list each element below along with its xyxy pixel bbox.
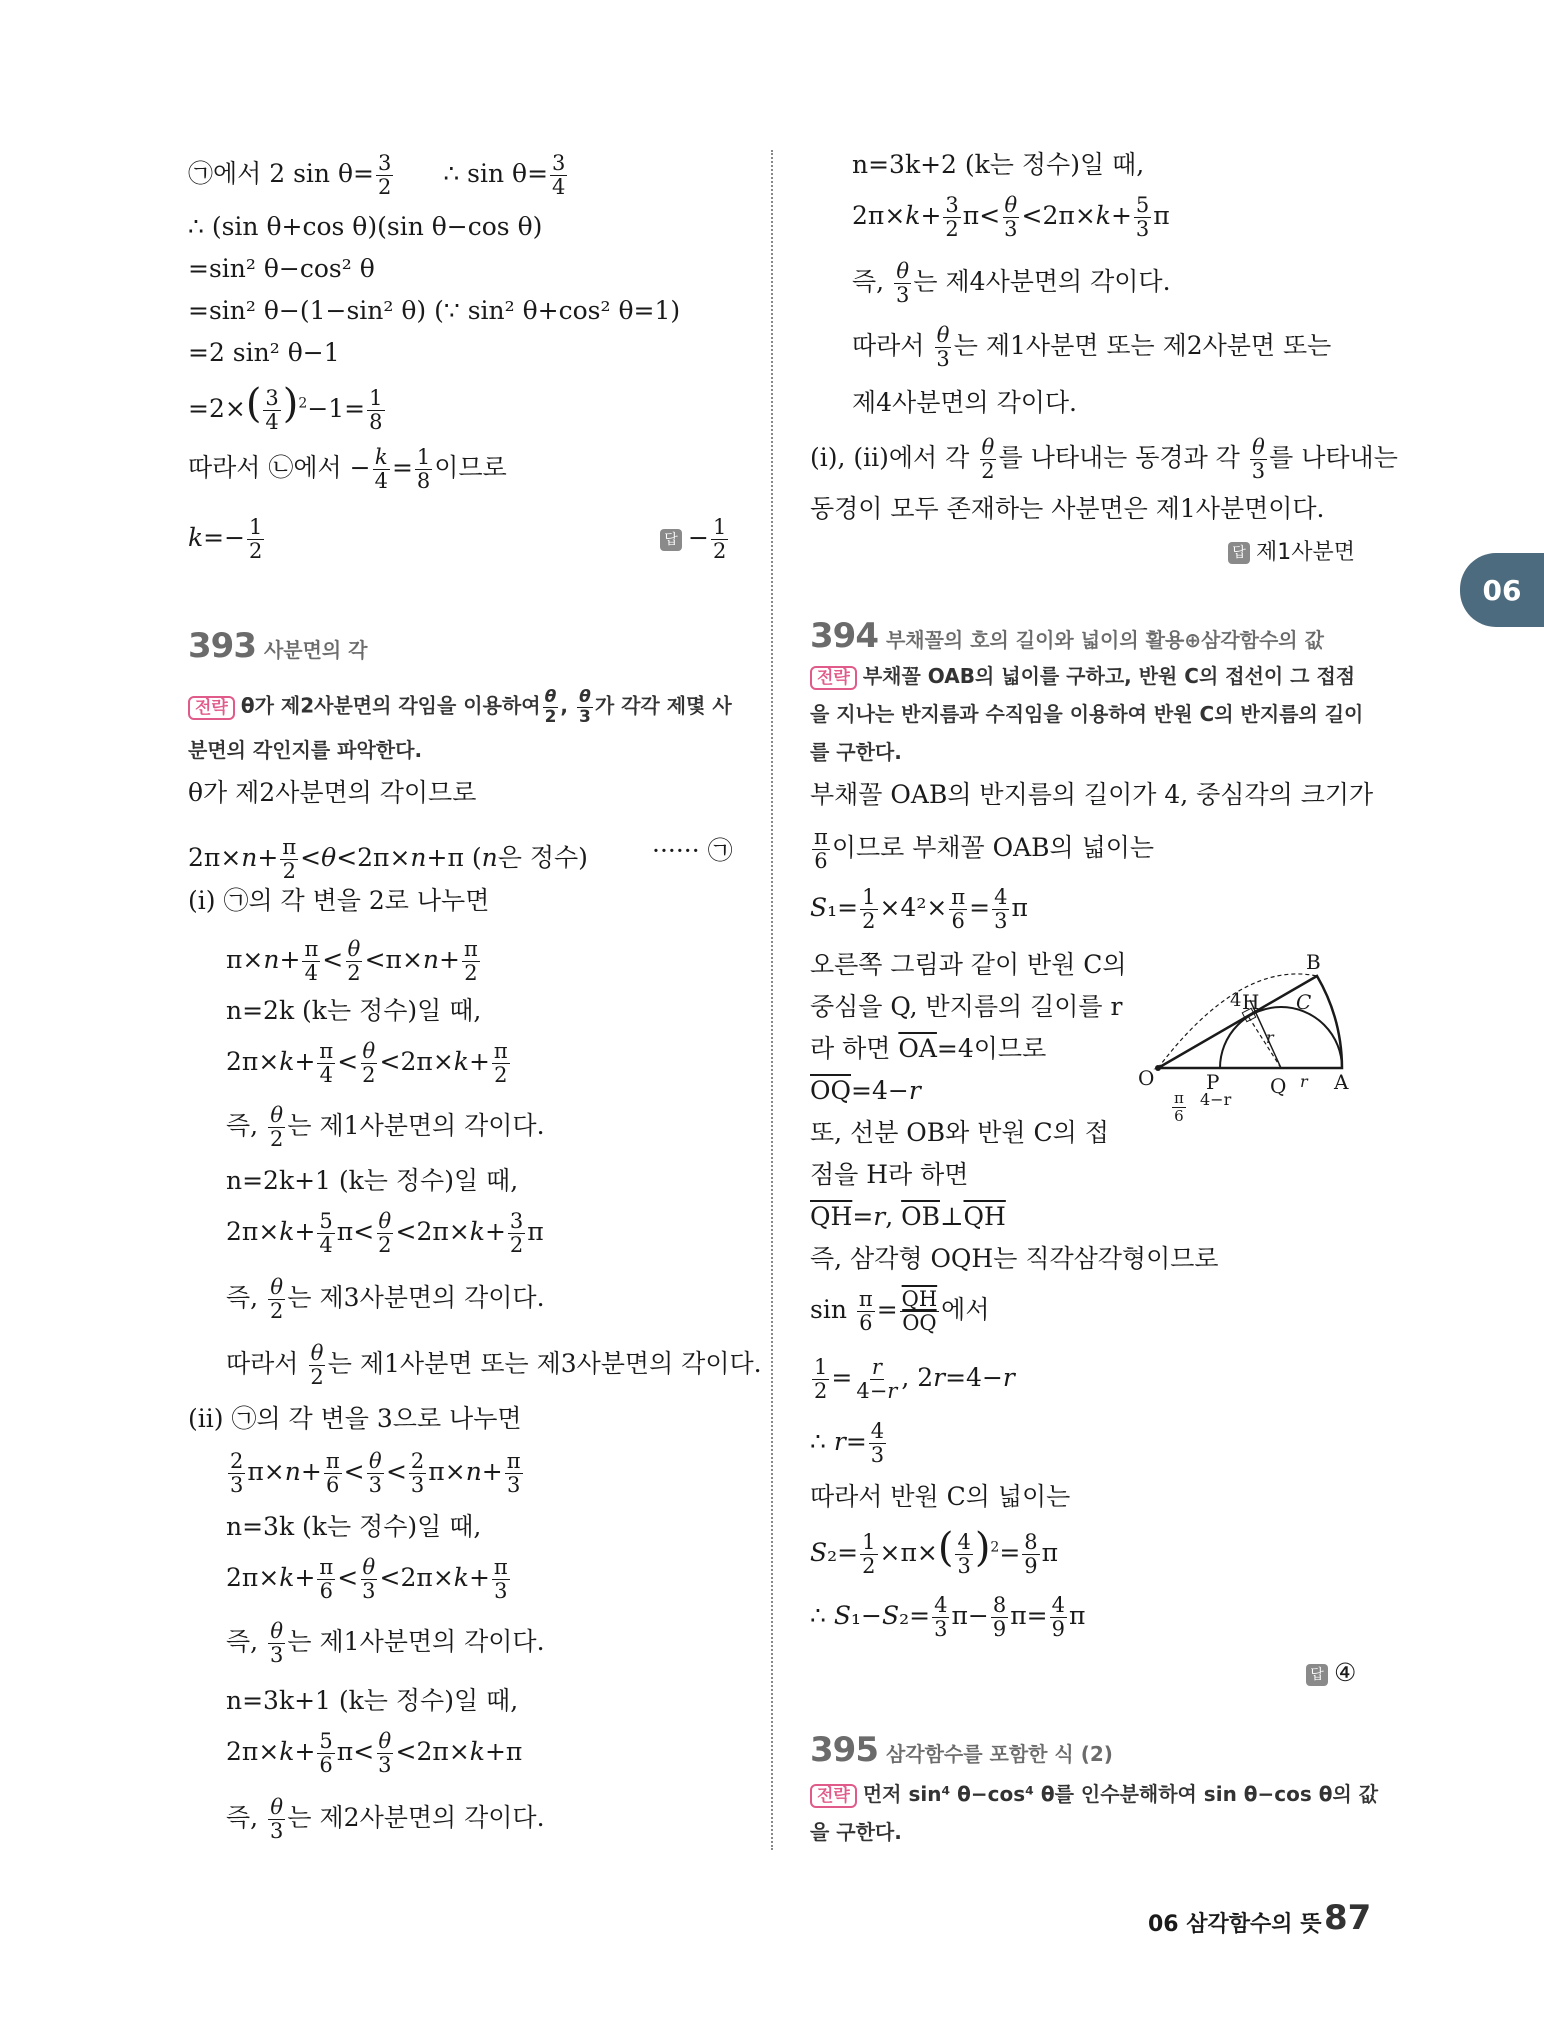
problem-395-header — [810, 1730, 1113, 1771]
line-r5: 제4사분면의 각이다. — [852, 388, 1077, 417]
strategy-badge: 전략 — [810, 666, 857, 690]
sector-diagram — [1120, 940, 1360, 1110]
text: ∴ sin θ= — [443, 159, 549, 189]
column-divider — [771, 150, 773, 1850]
line-c15: 따라서 반원 C의 넓이는 — [810, 1482, 1071, 1511]
line-b14: n=3k (k는 정수)일 때, — [226, 1512, 482, 1541]
answer-394 — [1306, 1658, 1356, 1688]
problem-393-header — [188, 626, 368, 667]
strategy-394-b: 을 지나는 반지름과 수직임을 이용하여 반원 C의 반지름의 길이 — [810, 702, 1364, 726]
line-b7: 즉, $\frac{\theta}{2}$ 는 제1사분면의 각이다. — [226, 1103, 545, 1152]
problem-number: 394 — [810, 616, 878, 656]
problem-title: 사분면의 각 — [263, 638, 368, 662]
line-b13: $\frac{2}{3}$ π×n+ $\frac{\pi}{6}$ < $\frac{\theta}{3}$ < $\frac{2}{3}$ π×n+ $\frac{\pi}{3}$ — [230, 1449, 521, 1498]
text: 제1사분면 — [1256, 540, 1356, 565]
line-3: =sin² θ−cos² θ — [188, 254, 375, 283]
chapter-tab: 06 — [1460, 553, 1544, 627]
fig-label-P: P — [1206, 1070, 1220, 1094]
line-r4: 따라서 $\frac{\theta}{3}$ 는 제1사분면 또는 제2사분면 또는 — [852, 323, 1332, 372]
strategy-badge: 전략 — [810, 1784, 857, 1808]
text: ㉠에서 2 sin θ= — [188, 159, 374, 189]
line-b19: 즉, $\frac{\theta}{3}$ 는 제2사분면의 각이다. — [226, 1795, 545, 1844]
answer-icon: 답 — [1228, 542, 1250, 564]
fig-label-4-minus-r: 4−r — [1200, 1090, 1232, 1109]
line-b3: (i) ㉠의 각 변을 2로 나누면 — [188, 886, 490, 915]
fig-label-A: A — [1334, 1070, 1349, 1094]
text: θ가 제2사분면의 각임을 이용하여 — [240, 693, 541, 718]
text: − — [688, 523, 709, 553]
angle-num: π — [1174, 1089, 1184, 1107]
line-2: ∴ (sin θ+cos θ)(sin θ−cos θ) — [188, 212, 543, 241]
fig-label-r: r — [1266, 1028, 1274, 1047]
line-b11: 따라서 $\frac{\theta}{2}$ 는 제1사분면 또는 제3사분면의 각이다. — [226, 1341, 762, 1390]
line-b1: θ가 제2사분면의 각이므로 — [188, 778, 477, 807]
line-b2: 2π×n+ $\frac{\pi}{2}$ <θ<2π×n+π (n은 정수) — [188, 835, 588, 884]
angle-den: 6 — [1174, 1106, 1184, 1125]
problem-number: 395 — [810, 1730, 878, 1770]
line-b15: 2π×k+ $\frac{\pi}{6}$ < $\frac{\theta}{3}$ <2π×k+ $\frac{\pi}{3}$ — [226, 1555, 508, 1604]
answer-icon: 답 — [1306, 1664, 1328, 1686]
line-r6: (i), (ii)에서 각 $\frac{\theta}{2}$ 를 나타내는 동경과 각 $\frac{\theta}{3}$ 를 나타내는 — [810, 435, 1398, 484]
line-c6: 라 하면 $\overline{OA}=4$이므로 — [810, 1034, 1047, 1063]
fig-label-Q: Q — [1270, 1074, 1287, 1098]
text: 이므로 — [434, 453, 507, 483]
line-b4: π×n+ $\frac{\pi}{4}$ < $\frac{\theta}{2}$ <π×n+ $\frac{\pi}{2}$ — [226, 937, 478, 986]
answer-icon: 답 — [660, 529, 682, 551]
line-c9: 점을 H라 하면 — [810, 1160, 969, 1189]
line-5: =2 sin² θ−1 — [188, 338, 340, 367]
line-c11: 즉, 삼각형 OQH는 직각삼각형이므로 — [810, 1244, 1219, 1273]
text: =2× — [188, 394, 246, 423]
line-1 — [188, 152, 569, 199]
line-b16: 즉, $\frac{\theta}{3}$ 는 제1사분면의 각이다. — [226, 1619, 545, 1668]
strategy-394-c: 를 구한다. — [810, 740, 902, 764]
line-c10: $\overline{QH}=r$, $\overline{OB}\perp\overline{QH}$ — [810, 1202, 1006, 1231]
line-b17: n=3k+1 (k는 정수)일 때, — [226, 1686, 519, 1715]
strategy-395-b: 을 구한다. — [810, 1820, 902, 1844]
text: 따라서 ㉡에서 − — [188, 453, 371, 483]
line-c16: S₂= $\frac{1}{2}$ ×π×( $\frac{4}{3}$ )$^2$= $\frac{8}{9}$ π — [810, 1525, 1059, 1578]
fig-label-H: H — [1242, 990, 1260, 1014]
line-c12: sin $\frac{\pi}{6}$ = $\frac{\overline{QH}}{OQ}$ 에서 — [810, 1287, 990, 1336]
line-b8: n=2k+1 (k는 정수)일 때, — [226, 1166, 519, 1195]
line-7: 따라서 ㉡에서 − $\frac{k}{4}$ = $\frac{1}{8}$ 이므로 — [188, 445, 507, 494]
fig-label-r2: r — [1300, 1072, 1308, 1091]
problem-title: 삼각함수를 포함한 식 (2) — [885, 1742, 1113, 1766]
page-number: 87 — [1324, 1898, 1372, 1938]
line-c14: ∴ r= $\frac{4}{3}$ — [810, 1419, 885, 1468]
strategy-394 — [810, 664, 1355, 690]
strategy-393: 전략 θ가 제2사분면의 각임을 이용하여 $\frac{\theta}{2}$ , $\frac{\theta}{3}$ 가 각각 제몇 사 — [188, 688, 732, 726]
line-b18: 2π×k+ $\frac{5}{6}$ π< $\frac{\theta}{3}$ <2π×k+π — [226, 1729, 523, 1778]
line-c4: 오른쪽 그림과 같이 반원 C의 — [810, 950, 1127, 979]
line-6: =2×( $\frac{3}{4}$ )$^2$−1= $\frac{1}{8}$ — [188, 381, 383, 434]
fig-label-angle — [1170, 1090, 1188, 1124]
fig-label-C: C — [1296, 990, 1312, 1014]
problem-title: 부채꼴의 호의 길이와 넓이의 활용⊕삼각함수의 값 — [885, 628, 1324, 652]
answer-393 — [1228, 536, 1355, 566]
line-b12: (ii) ㉠의 각 변을 3으로 나누면 — [188, 1404, 522, 1433]
line-4: =sin² θ−(1−sin² θ) (∵ sin² θ+cos² θ=1) — [188, 296, 681, 325]
line-c5: 중심을 Q, 반지름의 길이를 r — [810, 992, 1123, 1021]
strategy-393-cont: 분면의 각인지를 파악한다. — [188, 738, 423, 762]
line-c2: $\frac{\pi}{6}$ 이므로 부채꼴 OAB의 넓이는 — [814, 825, 1155, 874]
footer-title: 06 삼각함수의 뜻 — [1148, 1912, 1322, 1937]
strategy-badge: 전략 — [188, 696, 235, 720]
fraction: $\frac{3}{2}$ — [377, 151, 392, 200]
fraction: $\frac{3}{4}$ — [552, 151, 566, 200]
text: k=− — [188, 523, 246, 553]
text: 가 각각 제몇 사 — [594, 693, 732, 718]
text: = — [391, 453, 413, 483]
line-8: k=− $\frac{1}{2}$ — [188, 515, 263, 564]
line-c3: S₁= $\frac{1}{2}$ ×4²× $\frac{\pi}{6}$ = $\frac{4}{3}$ π — [810, 885, 1028, 934]
line-b6: 2π×k+ $\frac{\pi}{4}$ < $\frac{\theta}{2}$ <2π×k+ $\frac{\pi}{2}$ — [226, 1039, 508, 1088]
text: 먼저 sin⁴ θ−cos⁴ θ를 인수분해하여 sin θ−cos θ의 값 — [862, 1782, 1379, 1806]
fig-label-O: O — [1138, 1066, 1155, 1090]
line-b5: n=2k (k는 정수)일 때, — [226, 996, 482, 1025]
problem-number: 393 — [188, 626, 256, 666]
fig-label-B: B — [1306, 950, 1321, 974]
line-c1: 부채꼴 OAB의 반지름의 길이가 4, 중심각의 크기가 — [810, 780, 1374, 809]
answer-392: 답 − $\frac{1}{2}$ — [660, 516, 730, 563]
line-r2: 2π×k+ $\frac{3}{2}$ π< $\frac{\theta}{3}$ <2π×k+ $\frac{5}{3}$ π — [852, 193, 1170, 242]
eq-ref: ······ ㉠ — [652, 836, 733, 865]
line-c13: $\frac{1}{2}$ = $\frac{r}{4-r}$ , 2r=4−r — [814, 1355, 1015, 1404]
text: 부채꼴 OAB의 넓이를 구하고, 반원 C의 접선이 그 접점 — [862, 664, 1356, 688]
line-r3: 즉, $\frac{\theta}{3}$ 는 제4사분면의 각이다. — [852, 259, 1171, 308]
text: ④ — [1334, 1658, 1357, 1687]
problem-394-header — [810, 616, 1324, 657]
strategy-395 — [810, 1782, 1378, 1808]
line-r7: 동경이 모두 존재하는 사분면은 제1사분면이다. — [810, 494, 1325, 523]
line-c8: 또, 선분 OB와 반원 C의 접 — [810, 1118, 1109, 1147]
line-c17: ∴ S₁−S₂= $\frac{4}{3}$ π− $\frac{8}{9}$ π= $\frac{4}{9}$ π — [810, 1593, 1086, 1642]
line-b10: 즉, $\frac{\theta}{2}$ 는 제3사분면의 각이다. — [226, 1275, 545, 1324]
line-r1: n=3k+2 (k는 정수)일 때, — [852, 150, 1145, 179]
fig-label-4: 4 — [1230, 990, 1242, 1011]
line-c7: $\overline{OQ}=4-r$ — [810, 1076, 921, 1105]
text: −1= — [307, 394, 366, 423]
line-b9: 2π×k+ $\frac{5}{4}$ π< $\frac{\theta}{2}$ <2π×k+ $\frac{3}{2}$ π — [226, 1209, 544, 1258]
